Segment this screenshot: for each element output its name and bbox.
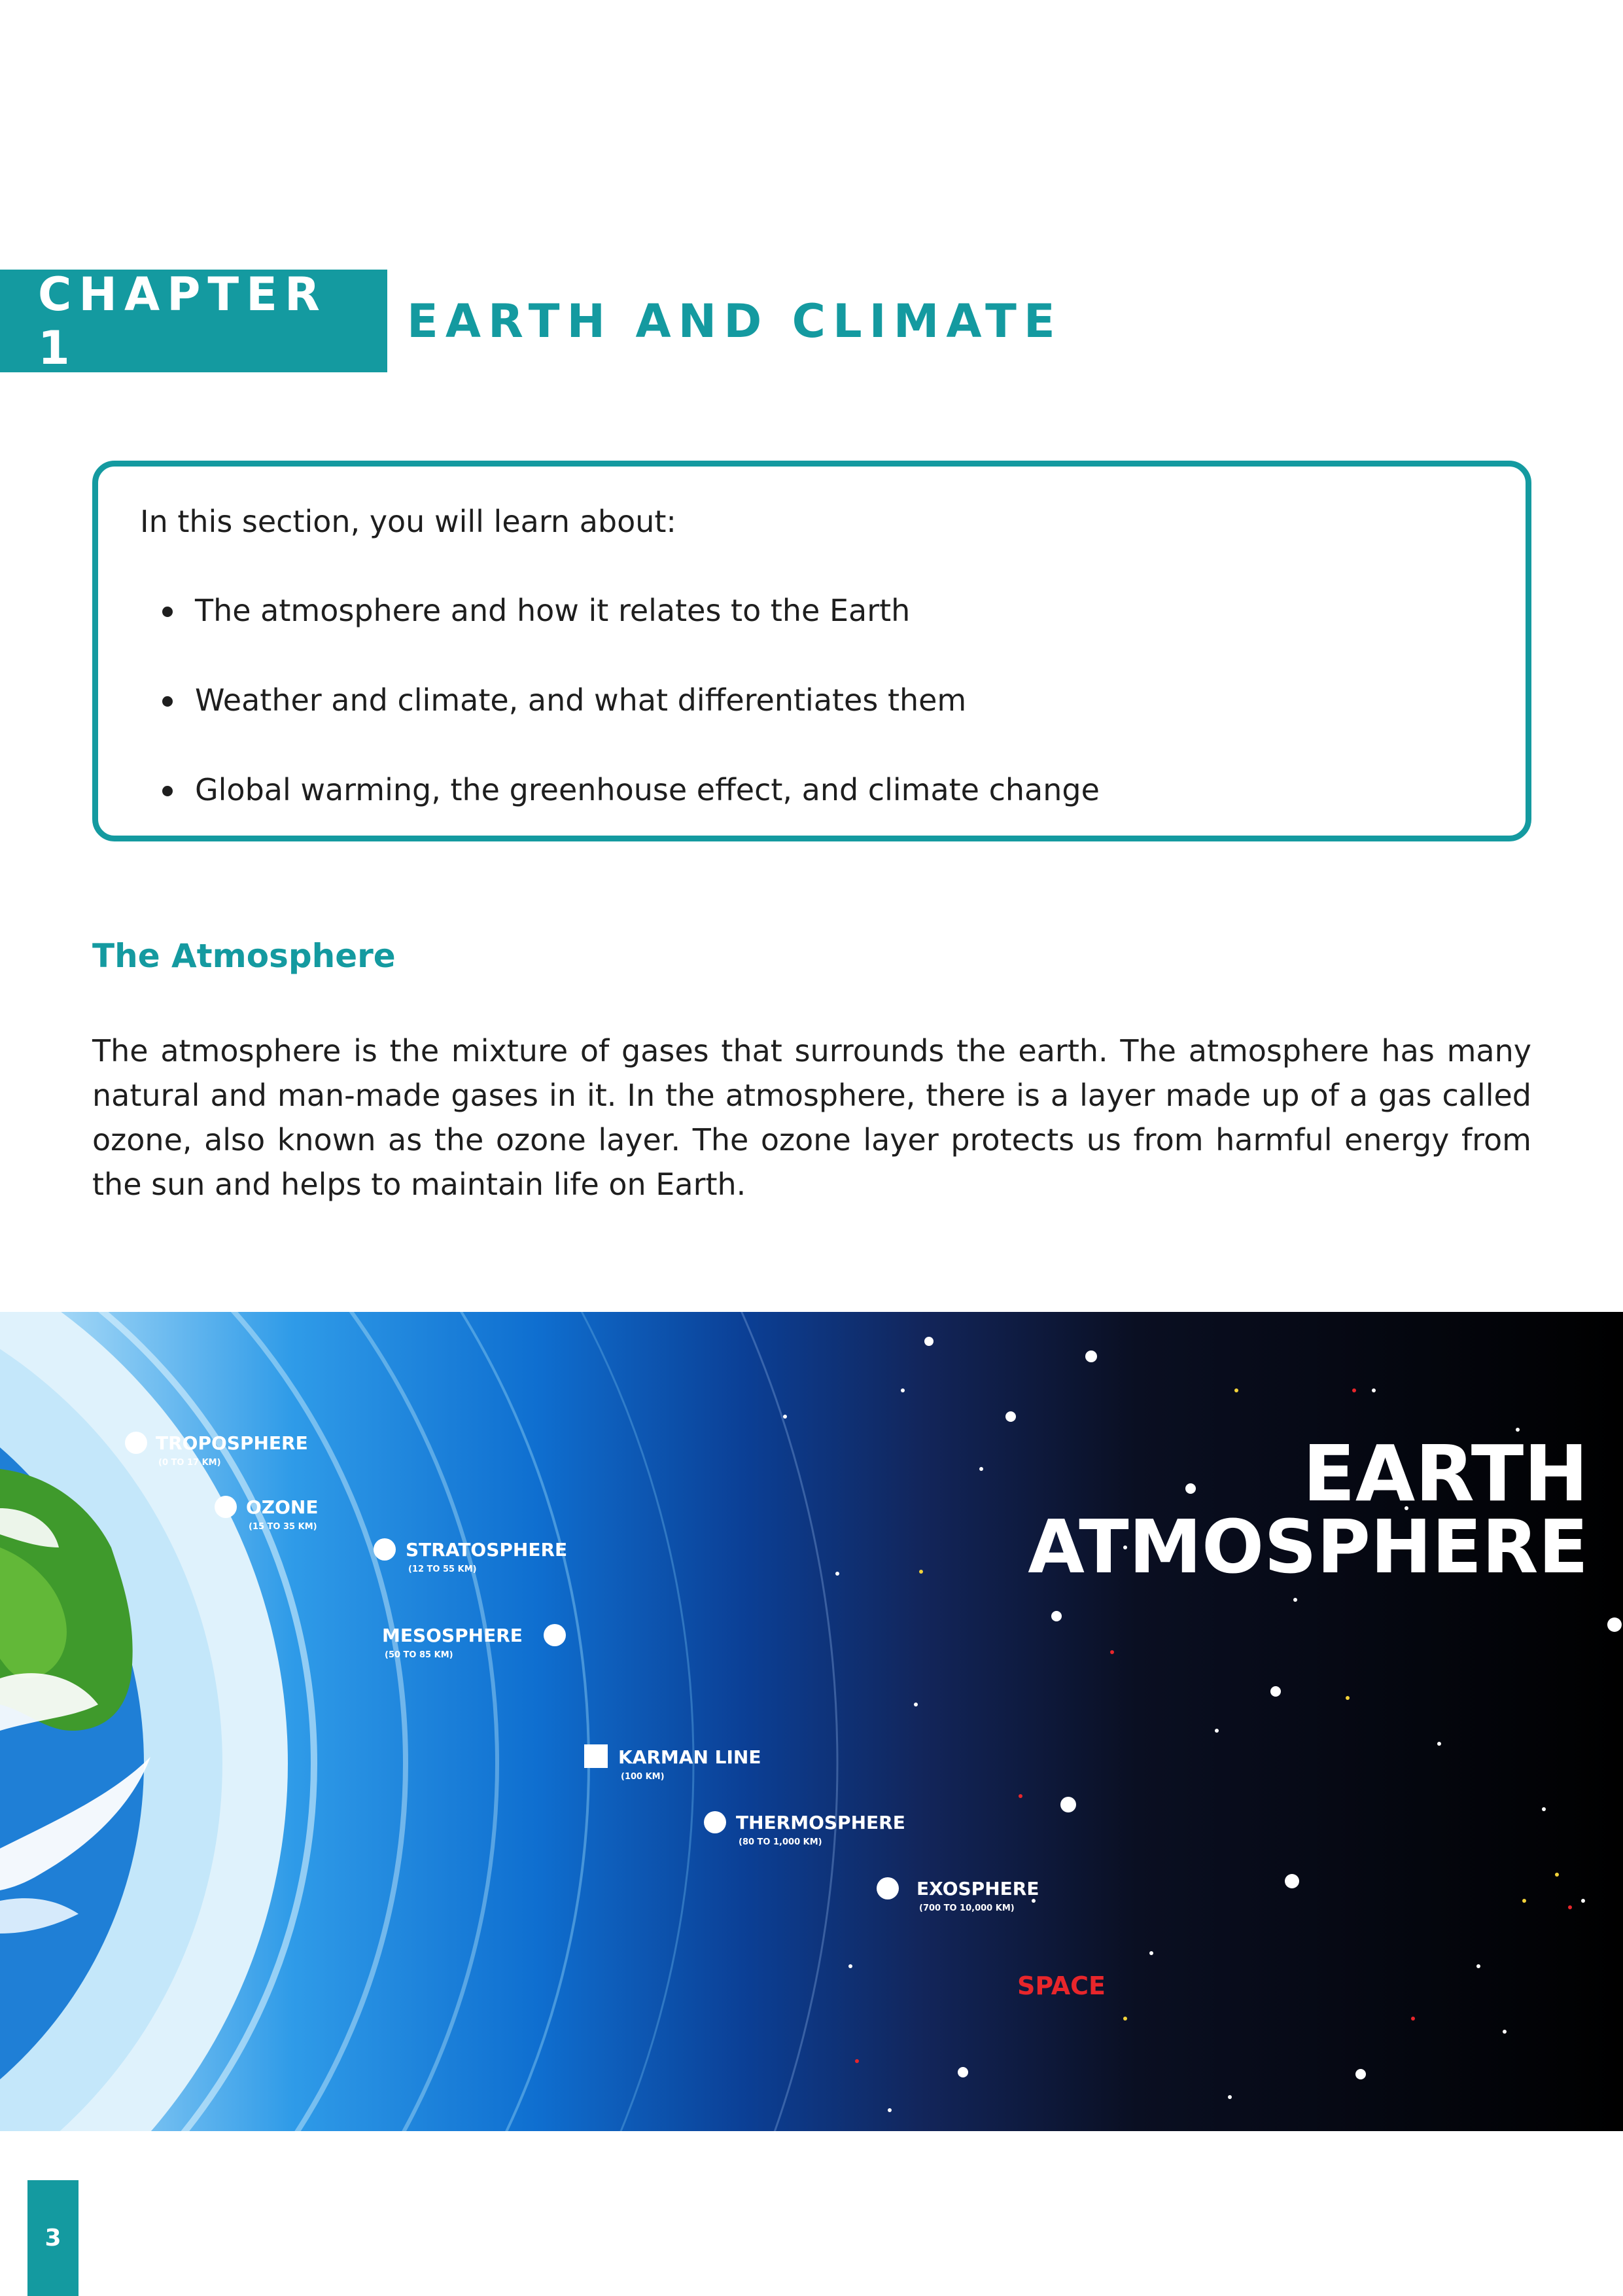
body-paragraph: The atmosphere is the mixture of gases that surrounds the earth. The atmosphere has many natural and man-made gases in it. In the atmosphere, there is a layer made up of a gas called ozone, also known as the ozone layer. The ozone layer protects us from harmful energy from the sun and helps to maintain life on Earth. — [92, 1033, 1531, 1202]
chapter-label-banner — [0, 267, 387, 375]
layer-range: (15 TO 35 KM) — [249, 1522, 317, 1532]
layer-range: (80 TO 1,000 KM) — [739, 1837, 822, 1847]
learning-item: The atmosphere and how it relates to the Earth — [140, 592, 1526, 629]
layer-range: (50 TO 85 KM) — [385, 1650, 453, 1660]
layer-label: STRATOSPHERE — [406, 1539, 568, 1561]
learning-list — [140, 592, 1526, 808]
layer-range: (700 TO 10,000 KM) — [919, 1903, 1015, 1913]
illustration-title-line2: ATMOSPHERE — [1028, 1505, 1588, 1590]
layer-label: KARMAN LINE — [618, 1746, 761, 1768]
earth-atmosphere-illustration — [0, 1312, 1623, 2131]
section-heading: The Atmosphere — [92, 937, 396, 975]
layer-label: THERMOSPHERE — [736, 1812, 905, 1833]
learning-objectives-box — [92, 461, 1531, 841]
layer-label: TROPOSPHERE — [156, 1432, 308, 1454]
layer-range: (12 TO 55 KM) — [408, 1564, 477, 1574]
learning-intro: In this section, you will learn about: — [140, 504, 676, 539]
learning-item: Global warming, the greenhouse effect, and climate change — [140, 771, 1526, 808]
layer-range: (100 KM) — [621, 1772, 665, 1782]
chapter-label: CHAPTER 1 — [38, 267, 327, 375]
illustration-title-line1: EARTH — [1302, 1428, 1588, 1519]
chapter-title: EARTH AND CLIMATE — [407, 294, 1062, 348]
space-label: SPACE — [1017, 1971, 1106, 2000]
page-number-tab — [27, 2180, 79, 2296]
layer-label: EXOSPHERE — [916, 1878, 1039, 1899]
layer-label: MESOSPHERE — [382, 1625, 523, 1646]
page-number: 3 — [44, 2225, 61, 2252]
layer-label: OZONE — [246, 1496, 319, 1518]
learning-item: Weather and climate, and what differentiates them — [140, 682, 1526, 718]
layer-range: (0 TO 17 KM) — [158, 1458, 221, 1468]
